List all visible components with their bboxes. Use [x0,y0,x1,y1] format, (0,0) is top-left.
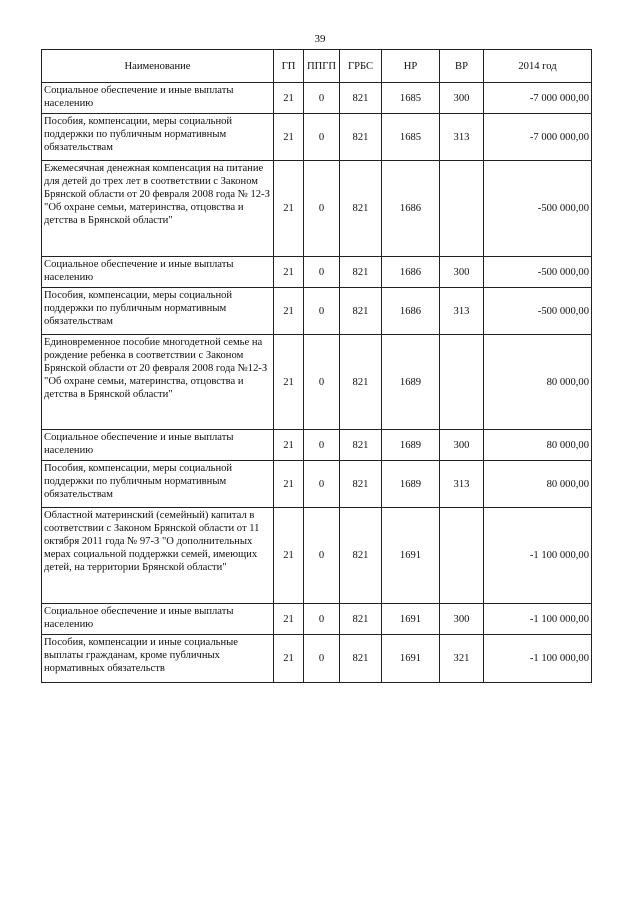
row-grbs: 821 [340,288,382,335]
row-gp: 21 [274,288,304,335]
row-ppgp: 0 [304,114,340,161]
row-gp: 21 [274,83,304,114]
row-vr [440,508,484,604]
row-vr: 300 [440,430,484,461]
row-gp: 21 [274,508,304,604]
row-vr: 300 [440,83,484,114]
row-nr: 1686 [382,257,440,288]
budget-table [41,49,592,683]
row-ppgp: 0 [304,257,340,288]
row-name: Пособия, компенсации и иные социальные выплаты гражданам, кроме публичных нормативных обязательств [42,635,274,683]
row-nr: 1689 [382,335,440,430]
row-amount: 80 000,00 [484,430,592,461]
row-grbs: 821 [340,114,382,161]
row-nr: 1691 [382,635,440,683]
row-nr: 1691 [382,604,440,635]
row-vr [440,335,484,430]
row-gp: 21 [274,335,304,430]
row-gp: 21 [274,114,304,161]
row-nr: 1686 [382,288,440,335]
row-grbs: 821 [340,508,382,604]
row-vr: 313 [440,461,484,508]
row-name: Ежемесячная денежная компенсация на питание для детей до трех лет в соответствии с Законом Брянской области от 20 февраля 2008 года № 12-З "Об охране семьи, материнства, отцовства и детства в Брянской области" [42,161,274,257]
row-nr: 1691 [382,508,440,604]
row-name: Областной материнский (семейный) капитал в соответствии с Законом Брянской области от 11 октября 2011 года № 97-З "О дополнительных мерах социальной поддержки семей, имеющих детей, на территории Брянской области" [42,508,274,604]
row-ppgp: 0 [304,604,340,635]
row-gp: 21 [274,430,304,461]
row-amount: 80 000,00 [484,335,592,430]
row-nr: 1689 [382,430,440,461]
row-grbs: 821 [340,604,382,635]
row-name: Социальное обеспечение и иные выплаты населению [42,604,274,635]
row-ppgp: 0 [304,288,340,335]
table-row [42,114,592,161]
row-grbs: 821 [340,635,382,683]
row-nr: 1685 [382,83,440,114]
table-body [42,83,592,683]
row-name: Пособия, компенсации, меры социальной поддержки по публичным нормативным обязательствам [42,114,274,161]
table-row [42,257,592,288]
header-year: 2014 год [484,50,592,83]
row-nr: 1689 [382,461,440,508]
row-name: Пособия, компенсации, меры социальной поддержки по публичным нормативным обязательствам [42,288,274,335]
row-grbs: 821 [340,430,382,461]
row-amount: -7 000 000,00 [484,83,592,114]
header-vr: ВР [440,50,484,83]
row-amount: 80 000,00 [484,461,592,508]
table-row [42,288,592,335]
row-nr: 1685 [382,114,440,161]
table-row [42,461,592,508]
header-grbs: ГРБС [340,50,382,83]
row-grbs: 821 [340,335,382,430]
row-vr: 313 [440,288,484,335]
header-nr: НР [382,50,440,83]
row-gp: 21 [274,161,304,257]
row-ppgp: 0 [304,335,340,430]
row-amount: -500 000,00 [484,161,592,257]
table-row [42,83,592,114]
row-nr: 1686 [382,161,440,257]
row-name: Социальное обеспечение и иные выплаты населению [42,257,274,288]
row-name: Единовременное пособие многодетной семье на рождение ребенка в соответствии с Законом Брянской области от 20 февраля 2008 года №12-З "Об охране семьи, материнства, отцовства и детства в Брянской области" [42,335,274,430]
table-row [42,635,592,683]
row-grbs: 821 [340,461,382,508]
table-header-row [42,50,592,83]
row-vr: 300 [440,257,484,288]
row-grbs: 821 [340,257,382,288]
row-gp: 21 [274,461,304,508]
row-grbs: 821 [340,83,382,114]
row-ppgp: 0 [304,508,340,604]
table-row [42,161,592,257]
row-amount: -1 100 000,00 [484,604,592,635]
table-row [42,430,592,461]
table-row [42,508,592,604]
row-name: Социальное обеспечение и иные выплаты населению [42,430,274,461]
row-gp: 21 [274,604,304,635]
row-gp: 21 [274,635,304,683]
row-amount: -500 000,00 [484,257,592,288]
header-gp: ГП [274,50,304,83]
row-vr: 321 [440,635,484,683]
row-amount: -7 000 000,00 [484,114,592,161]
row-ppgp: 0 [304,430,340,461]
row-amount: -1 100 000,00 [484,508,592,604]
row-ppgp: 0 [304,83,340,114]
row-name: Пособия, компенсации, меры социальной поддержки по публичным нормативным обязательствам [42,461,274,508]
row-vr: 300 [440,604,484,635]
row-gp: 21 [274,257,304,288]
row-amount: -500 000,00 [484,288,592,335]
row-ppgp: 0 [304,161,340,257]
header-ppgp: ППГП [304,50,340,83]
table-row [42,335,592,430]
row-vr [440,161,484,257]
row-name: Социальное обеспечение и иные выплаты населению [42,83,274,114]
row-ppgp: 0 [304,635,340,683]
table-row [42,604,592,635]
row-ppgp: 0 [304,461,340,508]
header-name: Наименование [42,50,274,83]
row-amount: -1 100 000,00 [484,635,592,683]
page-number: 39 [314,33,326,45]
row-grbs: 821 [340,161,382,257]
row-vr: 313 [440,114,484,161]
